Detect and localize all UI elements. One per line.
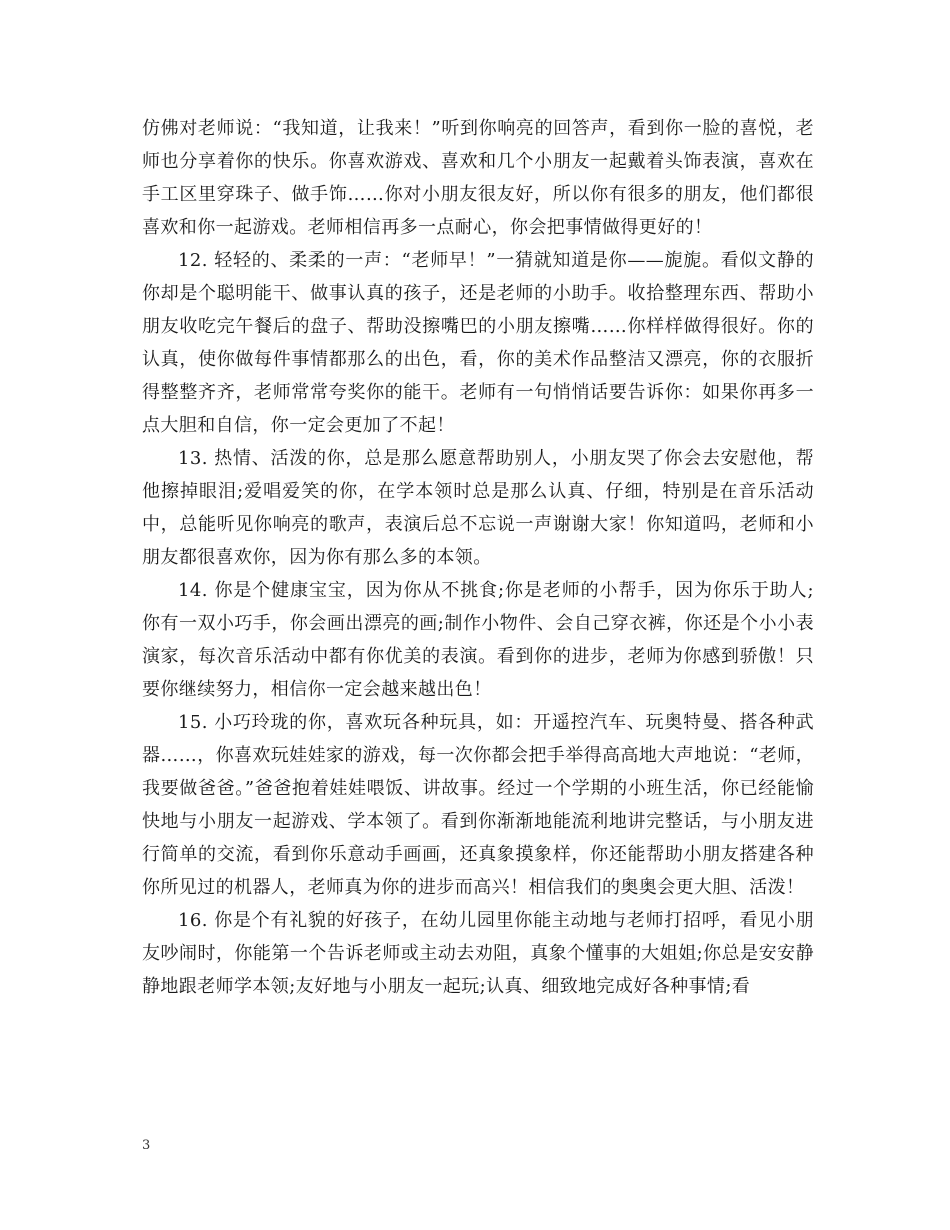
paragraph-item-16: 16. 你是个有礼貌的好孩子，在幼儿园里你能主动地与老师打招呼，看见小朋友吵闹时，你能第一个告诉老师或主动去劝阻，真象个懂事的大姐姐;你总是安安静静地跟老师学本领;友好地与小朋友一起玩;认真、细致地完成好各种事情;看	[142, 910, 814, 997]
paragraph-item-15: 15. 小巧玲珑的你，喜欢玩各种玩具，如：开遥控汽车、玩奥特曼、搭各种武器……，你喜欢玩娃娃家的游戏，每一次你都会把手举得高高地大声地说：“老师，我要做爸爸。”爸爸抱着娃娃喂饭、讲故事。经过一个学期的小班生活，你已经能愉快地与小朋友一起游戏、学本领了。看到你渐渐地能流利地讲完整话，与小朋友进行简单的交流，看到你乐意动手画画，还真象摸象样，你还能帮助小朋友搭建各种你所见过的机器人，老师真为你的进步而高兴！相信我们的奥奥会更大胆、活泼！	[142, 712, 814, 898]
paragraph-item-14: 14. 你是个健康宝宝，因为你从不挑食;你是老师的小帮手，因为你乐于助人;你有一双小巧手，你会画出漂亮的画;制作小物件、会自己穿衣裤，你还是个小小表演家，每次音乐活动中都有你优美的表演。看到你的进步，老师为你感到骄傲！只要你继续努力，相信你一定会越来越出色！	[142, 580, 814, 700]
paragraph-item-12: 12. 轻轻的、柔柔的一声：“老师早！”一猜就知道是你——旎旎。看似文静的你却是个聪明能干、做事认真的孩子，还是老师的小助手。收拾整理东西、帮助小朋友收吃完午餐后的盘子、帮助没擦嘴巴的小朋友擦嘴……你样样做得很好。你的认真，使你做每件事情都那么的出色，看，你的美术作品整洁又漂亮，你的衣服折得整整齐齐，老师常常夸奖你的能干。老师有一句悄悄话要告诉你：如果你再多一点大胆和自信，你一定会更加了不起！	[142, 250, 814, 436]
paragraph-item-13: 13. 热情、活泼的你，总是那么愿意帮助别人，小朋友哭了你会去安慰他，帮他擦掉眼泪;爱唱爱笑的你，在学本领时总是那么认真、仔细，特别是在音乐活动中，总能听见你响亮的歌声，表演后总不忘说一声谢谢大家！你知道吗，老师和小朋友都很喜欢你，因为你有那么多的本领。	[142, 448, 814, 568]
paragraph-continuation: 仿佛对老师说：“我知道，让我来！”听到你响亮的回答声，看到你一脸的喜悦，老师也分享着你的快乐。你喜欢游戏、喜欢和几个小朋友一起戴着头饰表演，喜欢在手工区里穿珠子、做手饰……你对小朋友很友好，所以你有很多的朋友，他们都很喜欢和你一起游戏。老师相信再多一点耐心，你会把事情做得更好的！	[142, 118, 814, 238]
document-body	[142, 112, 814, 1003]
page-number: 3	[142, 1138, 151, 1153]
